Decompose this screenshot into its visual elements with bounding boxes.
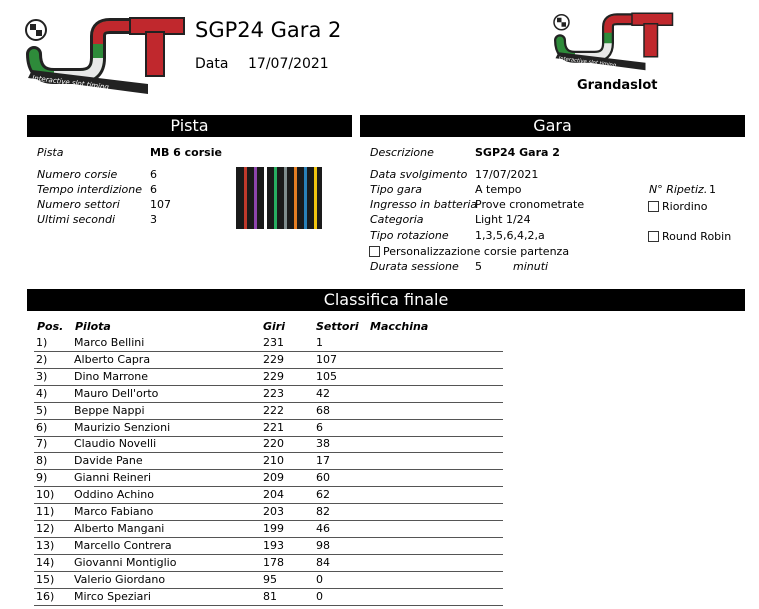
table-row	[34, 554, 503, 572]
cell-giri: 222	[263, 403, 284, 417]
ultimi-secondi-label: Ultimi secondi	[37, 213, 116, 226]
tempo-interdizione-label: Tempo interdizione	[37, 183, 143, 196]
cell-settori: 62	[316, 488, 330, 502]
cell-giri: 210	[263, 454, 284, 468]
lane-stripe	[294, 167, 297, 229]
data-svolgimento-value: 17/07/2021	[475, 168, 539, 181]
cell-settori: 82	[316, 505, 330, 518]
cell-giri: 203	[263, 505, 284, 518]
round-robin-checkbox[interactable]	[648, 231, 659, 242]
tipo-rotazione-value: 1,3,5,6,4,2,a	[475, 229, 545, 242]
lane-stripe	[314, 167, 317, 229]
cell-settori: 84	[316, 555, 330, 569]
cell-pos: 13)	[36, 538, 55, 552]
pista-name-value: MB 6 corsie	[150, 146, 222, 159]
round-robin-label: Round Robin	[662, 230, 732, 243]
durata-sessione-value: 5	[475, 260, 482, 273]
table-row	[34, 520, 503, 538]
cell-giri: 220	[263, 437, 284, 451]
cell-pilota: Davide Pane	[74, 454, 143, 468]
cell-pilota: Dino Marrone	[74, 369, 149, 383]
ultimi-secondi-value: 3	[150, 213, 157, 226]
col-header-settori: Settori	[316, 320, 359, 333]
cell-pos: 5)	[36, 403, 48, 417]
svg-text:Interactive slot timing: Interactive slot timing	[558, 55, 617, 69]
cell-pilota: Marco Bellini	[74, 336, 145, 349]
table-row	[34, 368, 503, 386]
ist-logo-right	[548, 10, 674, 72]
cell-pos: 11)	[36, 505, 55, 518]
personalizzazione-checkbox[interactable]	[369, 246, 380, 257]
lane-stripe	[264, 167, 267, 229]
cell-pilota: Oddino Achino	[74, 488, 154, 502]
cell-pilota: Valerio Giordano	[74, 572, 166, 586]
ingresso-batteria-value: Prove cronometrate	[475, 198, 585, 211]
cell-pos: 15)	[36, 572, 55, 586]
lane-stripe	[244, 167, 247, 229]
cell-pos: 6)	[36, 420, 48, 434]
cell-settori: 0	[316, 572, 323, 586]
gara-section-bar: Gara	[360, 115, 745, 137]
tipo-gara-value: A tempo	[475, 183, 522, 196]
cell-giri: 229	[263, 352, 284, 366]
cell-pos: 9)	[36, 471, 48, 485]
cell-settori: 1	[316, 336, 323, 349]
pista-name-label: Pista	[37, 146, 64, 159]
cell-giri: 229	[263, 369, 284, 383]
cell-pilota: Gianni Reineri	[74, 471, 152, 485]
table-row	[34, 469, 503, 487]
cell-settori: 17	[316, 454, 330, 468]
pista-section-bar: Pista	[27, 115, 352, 137]
ist-logo-left	[18, 14, 186, 96]
cell-settori: 105	[316, 369, 337, 383]
classifica-section-bar: Classifica finale	[27, 289, 745, 311]
cell-giri: 199	[263, 521, 284, 535]
cell-pilota: Marcello Contrera	[74, 538, 172, 552]
table-row	[34, 351, 503, 369]
cell-settori: 107	[316, 352, 337, 366]
table-row	[34, 588, 503, 606]
riordino-checkbox[interactable]	[648, 201, 659, 212]
data-svolgimento-label: Data svolgimento	[370, 168, 468, 181]
table-row	[34, 402, 503, 420]
table-row	[34, 385, 503, 403]
cell-giri: 209	[263, 471, 284, 485]
col-header-pos: Pos.	[37, 320, 64, 333]
cell-pilota: Maurizio Senzioni	[74, 420, 171, 434]
ingresso-batteria-label: Ingresso in batteria	[370, 198, 478, 211]
cell-settori: 68	[316, 403, 330, 417]
numero-settori-label: Numero settori	[37, 198, 120, 211]
durata-sessione-label: Durata sessione	[370, 260, 459, 273]
cell-giri: 178	[263, 555, 284, 569]
cell-giri: 231	[263, 336, 284, 349]
cell-pos: 3)	[36, 369, 48, 383]
table-row	[34, 571, 503, 589]
lane-stripe	[254, 167, 257, 229]
table-row	[34, 334, 503, 352]
tipo-rotazione-label: Tipo rotazione	[370, 229, 449, 242]
table-row	[34, 419, 503, 437]
table-row	[34, 537, 503, 555]
cell-giri: 221	[263, 420, 284, 434]
table-row	[34, 486, 503, 504]
descrizione-value: SGP24 Gara 2	[475, 146, 560, 159]
cell-pilota: Giovanni Montiglio	[74, 555, 177, 569]
ripetiz-value: 1	[709, 183, 716, 196]
cell-pos: 12)	[36, 521, 55, 535]
date-label: Data	[195, 56, 229, 72]
cell-pos: 10)	[36, 488, 55, 502]
cell-settori: 38	[316, 437, 330, 451]
cell-pilota: Marco Fabiano	[74, 505, 154, 518]
cell-pilota: Alberto Mangani	[74, 521, 165, 535]
cell-pos: 1)	[36, 336, 48, 349]
cell-settori: 0	[316, 589, 323, 603]
cell-pos: 8)	[36, 454, 48, 468]
lane-stripe	[284, 167, 287, 229]
page-title: SGP24 Gara 2	[195, 18, 342, 42]
cell-giri: 193	[263, 538, 284, 552]
descrizione-label: Descrizione	[370, 146, 434, 159]
cell-giri: 95	[263, 572, 277, 586]
table-row	[34, 452, 503, 470]
cell-pilota: Mauro Dell'orto	[74, 386, 159, 400]
cell-giri: 81	[263, 589, 277, 603]
cell-pilota: Alberto Capra	[74, 352, 151, 366]
track-lanes-image	[236, 167, 322, 229]
table-row	[34, 503, 503, 521]
cell-settori: 6	[316, 420, 323, 434]
cell-giri: 204	[263, 488, 284, 502]
tempo-interdizione-value: 6	[150, 183, 157, 196]
date-value: 17/07/2021	[248, 56, 329, 72]
col-header-giri: Giri	[263, 320, 285, 333]
cell-giri: 223	[263, 386, 284, 400]
col-header-macchina: Macchina	[370, 320, 429, 333]
cell-pos: 16)	[36, 589, 55, 603]
riordino-label: Riordino	[662, 200, 708, 213]
cell-pos: 7)	[36, 437, 48, 451]
durata-sessione-unit: minuti	[513, 260, 549, 273]
cell-settori: 98	[316, 538, 330, 552]
lane-stripe	[274, 167, 277, 229]
personalizzazione-label: Personalizzazione corsie partenza	[383, 245, 570, 258]
cell-pilota: Beppe Nappi	[74, 403, 145, 417]
cell-pos: 14)	[36, 555, 55, 569]
svg-text:Interactive slot timing: Interactive slot timing	[31, 74, 110, 92]
cell-pilota: Claudio Novelli	[74, 437, 157, 451]
ripetiz-label: N° Ripetiz.	[649, 183, 708, 196]
cell-pilota: Mirco Speziari	[74, 589, 151, 603]
numero-corsie-label: Numero corsie	[37, 168, 118, 181]
numero-settori-value: 107	[150, 198, 171, 211]
cell-pos: 2)	[36, 352, 48, 366]
tipo-gara-label: Tipo gara	[370, 183, 422, 196]
cell-settori: 46	[316, 521, 330, 535]
categoria-label: Categoria	[370, 213, 424, 226]
club-name: Grandaslot	[577, 78, 658, 93]
lane-stripe	[304, 167, 307, 229]
numero-corsie-value: 6	[150, 168, 157, 181]
table-row	[34, 435, 503, 453]
cell-pos: 4)	[36, 386, 48, 400]
categoria-value: Light 1/24	[475, 213, 531, 226]
cell-settori: 60	[316, 471, 330, 485]
cell-settori: 42	[316, 386, 330, 400]
col-header-pilota: Pilota	[75, 320, 111, 333]
